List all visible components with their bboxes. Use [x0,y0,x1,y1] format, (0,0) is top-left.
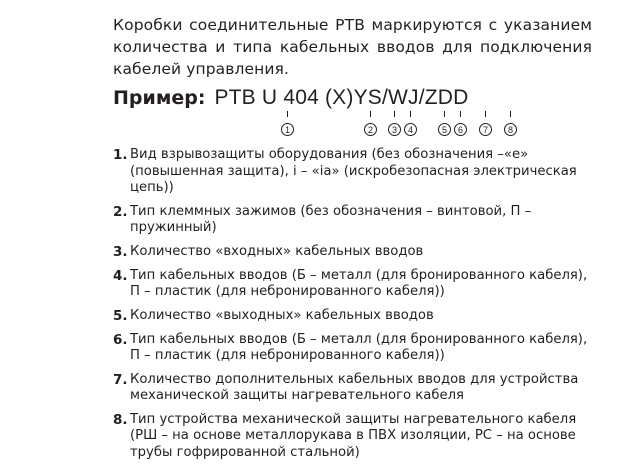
list-item [113,147,592,197]
marker-tick [287,111,288,117]
marker-tick [394,111,395,117]
marker-tick [444,111,445,117]
marker-3 [388,111,401,137]
example-line [113,86,592,110]
marker-bubble: 3 [388,123,401,136]
list-item-text: Тип кабельных вводов (Б – металл (для бронированного кабеля), П – пластик (для небронированного кабеля)) [130,331,588,363]
list-item-text: Количество «выходных» кабельных вводов [130,307,434,323]
marker-6 [454,111,467,137]
marker-bubble: 6 [454,123,467,136]
marker-tick [460,111,461,117]
list-item-text: Тип кабельных вводов (Б – металл (для бронированного кабеля), П – пластик (для небронированного кабеля)) [130,267,588,299]
list-item-text: Количество «входных» кабельных вводов [130,243,424,259]
intro-paragraph: Коробки соединительные PTB маркируются с указанием количества и типа кабельных вводов для подключения кабелей управления. [113,16,592,78]
marker-tick [510,111,511,117]
list-item [113,244,592,261]
list-item-number: 2. [113,203,128,220]
list-item-number: 7. [113,371,128,388]
marker-bubble: 1 [281,123,294,136]
list-item [113,412,592,462]
list-item [113,372,592,405]
marker-bubble: 7 [479,123,492,136]
marker-tick [410,111,411,117]
list-item [113,268,592,301]
list-item-number: 8. [113,411,128,428]
list-item-number: 5. [113,307,128,324]
marker-tick [485,111,486,117]
marker-5 [438,111,451,137]
marker-bubble: 5 [438,123,451,136]
list-item [113,332,592,365]
marker-row [113,111,592,141]
marker-2 [364,111,377,137]
list-item-text: Количество дополнительных кабельных вводов для устройства механической защиты нагревательного кабеля [130,371,579,403]
example-label: Пример: [113,87,206,109]
legend-list [113,147,592,461]
marker-4 [404,111,417,137]
marker-8 [504,111,517,137]
list-item-number: 6. [113,331,128,348]
list-item [113,308,592,325]
list-item [113,204,592,237]
marker-tick [370,111,371,117]
list-item-number: 4. [113,267,128,284]
marker-bubble: 4 [404,123,417,136]
marker-1 [281,111,294,137]
list-item-text: Тип клеммных зажимов (без обозначения – винтовой, П – пружинный) [130,203,532,235]
list-item-number: 1. [113,147,128,163]
example-code: PTB U 404 (X)YS/WJ/ZDD [214,86,469,109]
list-item-text: Вид взрывозащиты оборудования (без обозначения –«е» (повышенная защита), i – «ia» (искробезопасная электрическая цепь)) [130,147,577,195]
marker-bubble: 8 [504,123,517,136]
marker-7 [479,111,492,137]
list-item-text: Тип устройства механической защиты нагревательного кабеля (РШ – на основе металлорукава в ПВХ изоляции, РС – на основе трубы гофрированной стальной) [130,411,577,460]
list-item-number: 3. [113,243,128,260]
marker-bubble: 2 [364,123,377,136]
